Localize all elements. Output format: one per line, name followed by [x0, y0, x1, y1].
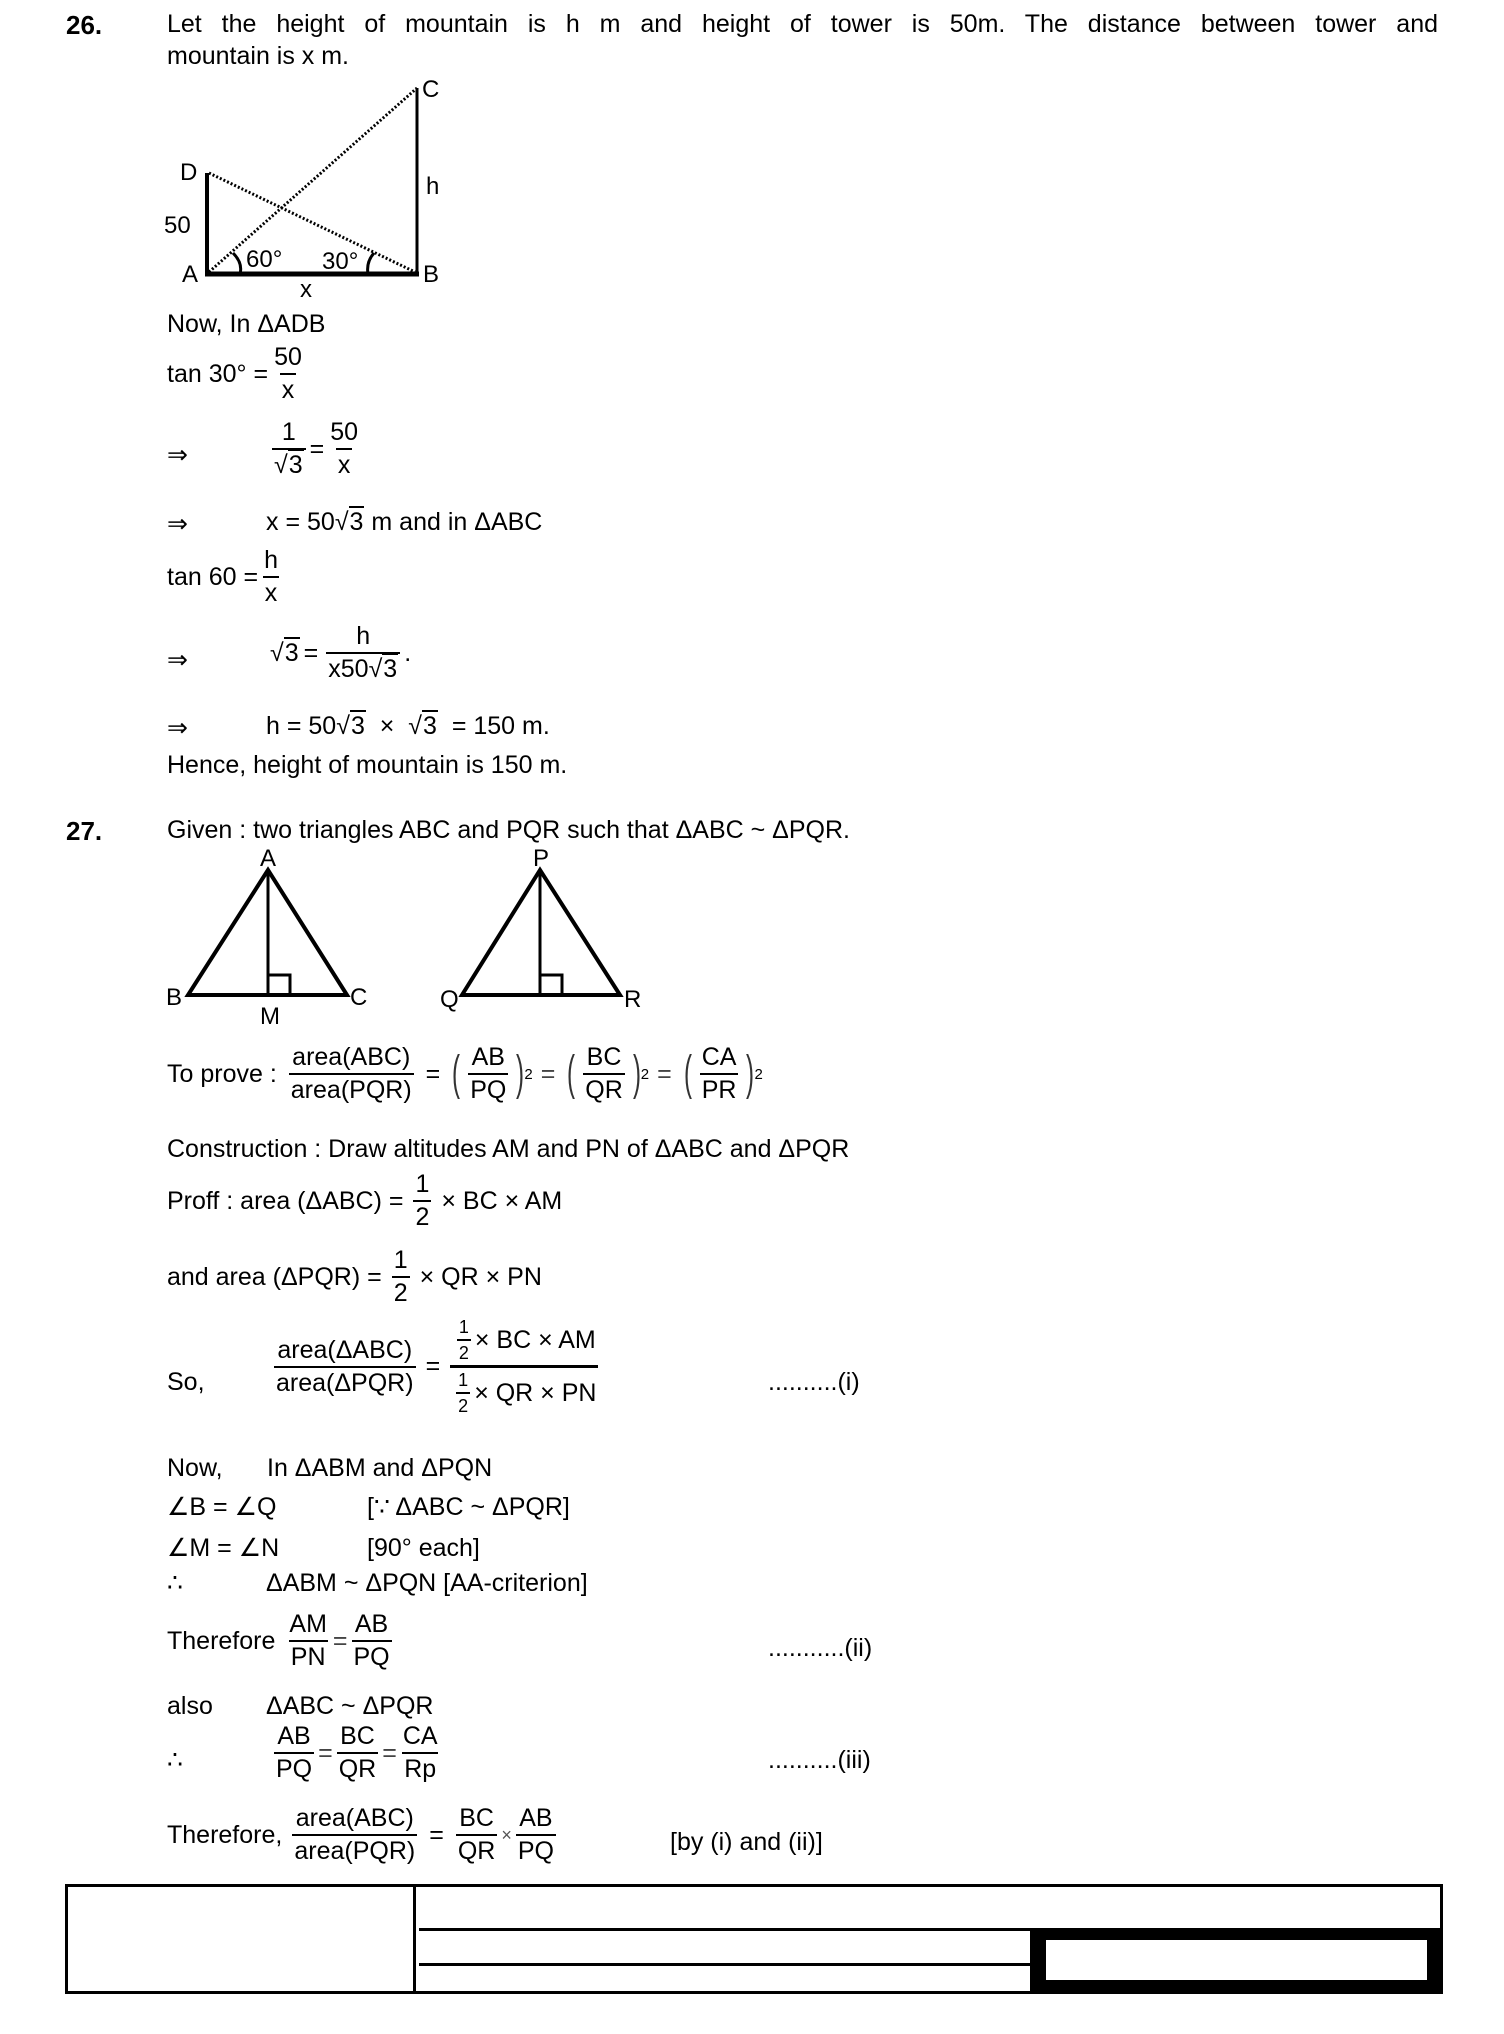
frac-den: 2 — [413, 1200, 431, 1230]
coefficient: 50 — [307, 508, 335, 536]
construction-line: Construction : Draw altitudes AM and PN of ΔABC and ΔPQR — [167, 1135, 850, 1163]
angle-m-eq: ∠M = ∠N — [167, 1534, 280, 1562]
therefore-label: Therefore — [167, 1626, 276, 1655]
exponent: 2 — [754, 1065, 763, 1083]
label-x: x — [300, 276, 312, 303]
angle-b-eq: ∠B = ∠Q — [167, 1493, 277, 1521]
frac-num: 50 — [330, 418, 359, 446]
equals: = — [303, 638, 319, 667]
final-reason: [by (i) and (ii)] — [670, 1828, 823, 1856]
radicand: 3 — [383, 655, 398, 683]
frac-num: 50 — [274, 343, 302, 371]
therefore-label: Therefore, — [167, 1820, 283, 1849]
label-h: h — [426, 173, 440, 200]
frac-den: PN — [289, 1640, 328, 1670]
frac-num: 1 — [458, 1317, 469, 1337]
label-B: B — [423, 261, 440, 288]
label-angle-30: 30° — [322, 248, 359, 275]
label-angle-60: 60° — [246, 246, 283, 273]
label-A: A — [260, 845, 277, 872]
frac-den: 2 — [456, 1392, 470, 1415]
frac-num: BC — [340, 1722, 375, 1750]
den-prefix: x50 — [328, 655, 369, 683]
label-Q: Q — [440, 986, 459, 1013]
equals: = — [318, 1738, 333, 1767]
h-equals: h = — [266, 712, 302, 740]
frac-den: area(PQR) — [292, 1834, 417, 1864]
q26-intro-line2: mountain is x m. — [167, 42, 350, 70]
area-ratio — [292, 1806, 417, 1864]
frac-num: h — [356, 622, 371, 650]
footer-table — [65, 1884, 1443, 1994]
frac-num: 1 — [393, 1246, 408, 1274]
bc-over-qr — [456, 1806, 498, 1864]
frac-num: AB — [354, 1610, 389, 1638]
frac-den: 2 — [392, 1276, 410, 1306]
therefore-symbol: ∴ — [167, 1746, 183, 1774]
label-A: A — [182, 261, 199, 288]
left-paren: ( — [452, 1047, 461, 1100]
radicand: 3 — [350, 712, 365, 740]
equation-ref-ii: ...........(ii) — [768, 1634, 873, 1662]
frac-den: x — [280, 373, 297, 403]
implies-arrow-2: ⇒ — [167, 510, 188, 538]
frac-num: CA — [402, 1722, 438, 1750]
times: × — [501, 1825, 512, 1845]
equation-ref-iii: ..........(iii) — [768, 1746, 871, 1774]
equals: = — [382, 1738, 397, 1767]
am-over-pn — [287, 1612, 329, 1670]
footer-top-cell — [419, 1887, 1440, 1931]
label-C: C — [350, 984, 368, 1011]
label-R: R — [624, 986, 642, 1013]
half — [413, 1172, 431, 1230]
to-prove-label: To prove : — [167, 1059, 277, 1088]
label-P: P — [533, 845, 550, 872]
sqrt-symbol: √3 — [368, 655, 398, 683]
also-label: also — [167, 1692, 213, 1720]
implies-arrow-1: ⇒ — [167, 441, 188, 469]
sqrt-symbol: √3 — [270, 638, 299, 667]
compound-num — [451, 1318, 598, 1365]
side-ratios-eq — [270, 1724, 444, 1782]
frac-num: BC — [459, 1804, 494, 1832]
frac-num: 1 — [415, 1170, 430, 1198]
right-paren: ) — [516, 1047, 525, 1100]
label-tower-height: 50 — [164, 212, 191, 239]
proof-area-abc — [167, 1172, 562, 1230]
now-label: Now, — [167, 1454, 223, 1482]
compound-num-rest: × BC × AM — [474, 1325, 596, 1354]
left-paren: ( — [683, 1047, 692, 1100]
frac-den: x — [263, 576, 280, 606]
frac-den: QR — [583, 1073, 625, 1103]
equals: = — [657, 1059, 672, 1088]
equals: = — [425, 1059, 441, 1088]
ab-over-pq — [274, 1724, 314, 1782]
footer-black-frame — [1030, 1931, 1440, 1991]
x-equals: x = — [266, 508, 301, 536]
sqrt-symbol: √3 — [408, 712, 437, 740]
frac-den: QR — [337, 1752, 379, 1782]
also-text: ΔABC ~ ΔPQR — [266, 1692, 434, 1720]
frac-den: 2 — [457, 1339, 471, 1362]
angle-b-reason: [∵ ΔABC ~ ΔPQR] — [367, 1493, 570, 1521]
q26-intro-line1: Let the height of mountain is h m and height of tower is 50m. The distance between tower and — [167, 10, 1438, 38]
bc-over-qr — [583, 1045, 625, 1103]
step2-rest: m and in ΔABC — [371, 508, 543, 536]
frac-den: Rp — [402, 1752, 438, 1782]
similarity-statement: ΔABM ~ ΔPQN [AA-criterion] — [266, 1569, 588, 1597]
coefficient: 50 — [308, 712, 337, 740]
frac-num: 1 — [281, 418, 296, 446]
sqrt-symbol: √3 — [336, 712, 365, 740]
proof1-lhs: Proff : area (ΔABC) = — [167, 1186, 404, 1215]
frac-den: area(ΔPQR) — [274, 1366, 416, 1396]
now-text: In ΔABM and ΔPQN — [267, 1454, 493, 1482]
frac-den: PQ — [468, 1073, 508, 1103]
therefore-symbol: ∴ — [167, 1569, 183, 1597]
q27-given: Given : two triangles ABC and PQR such that ΔABC ~ ΔPQR. — [167, 816, 850, 844]
equals: = — [332, 1626, 348, 1655]
equals: = — [309, 434, 325, 463]
label-B: B — [166, 984, 183, 1011]
frac-num: CA — [701, 1043, 737, 1071]
frac-num: 1 — [458, 1370, 469, 1390]
area-ratio — [274, 1335, 416, 1397]
implies-arrow-4: ⇒ — [167, 714, 188, 742]
radicand: 3 — [288, 451, 303, 479]
radicand: 3 — [349, 508, 364, 536]
footer-black-frame-inner — [1046, 1940, 1427, 1980]
question-number-26: 26. — [66, 10, 103, 40]
ca-over-rp — [401, 1724, 440, 1782]
implies-arrow-3: ⇒ — [167, 646, 188, 674]
step4-result: = 150 m. — [451, 712, 550, 740]
footer-middle-cell — [419, 1934, 1030, 1966]
sqrt-symbol: √3 — [334, 508, 364, 536]
frac-num: h — [264, 546, 278, 574]
frac-num: AB — [471, 1043, 505, 1071]
right-paren: ) — [746, 1047, 755, 1100]
proof2-lhs: and area (ΔPQR) = — [167, 1262, 382, 1291]
equals: = — [540, 1059, 556, 1088]
compound-den — [450, 1365, 598, 1415]
equals: = — [429, 1820, 444, 1849]
radicand: 3 — [284, 638, 299, 667]
q26-conclusion: Hence, height of mountain is 150 m. — [167, 751, 568, 779]
period: . — [404, 638, 412, 667]
times: × — [379, 712, 395, 740]
frac-den: x — [336, 448, 353, 478]
proof2-rest: × QR × PN — [419, 1262, 542, 1291]
frac-num: area(ABC) — [292, 1043, 411, 1071]
frac-den: PQ — [516, 1834, 556, 1864]
proof1-rest: × BC × AM — [441, 1186, 563, 1215]
proof-area-pqr — [167, 1248, 542, 1306]
half — [456, 1371, 470, 1415]
so-equation — [270, 1318, 602, 1415]
frac-num: BC — [586, 1043, 622, 1071]
equation-ref-i: ..........(i) — [768, 1368, 860, 1396]
compound-den-rest: × QR × PN — [474, 1378, 597, 1407]
frac-den: PR — [700, 1073, 739, 1103]
ab-over-pq — [352, 1612, 392, 1670]
footer-left-cell — [68, 1887, 416, 1991]
question-number-27: 27. — [66, 816, 103, 846]
frac-den: QR — [456, 1834, 498, 1864]
ca-over-pr — [700, 1045, 739, 1103]
sqrt-symbol: √3 — [274, 451, 303, 479]
q26-now-line: Now, In ΔADB — [167, 310, 326, 338]
tan30-lhs: tan 30° = — [167, 359, 269, 388]
final-eq — [167, 1806, 560, 1864]
to-prove-eq — [167, 1045, 763, 1103]
compound-fraction — [450, 1318, 598, 1415]
equals: = — [425, 1352, 441, 1380]
frac-den: PQ — [352, 1640, 392, 1670]
frac-num: area(ΔABC) — [277, 1335, 413, 1364]
frac-den: area(PQR) — [289, 1073, 414, 1103]
left-paren: ( — [567, 1047, 576, 1100]
therefore-ratio-eq — [167, 1612, 396, 1670]
label-C: C — [422, 76, 440, 103]
half — [392, 1248, 410, 1306]
tan60-lhs: tan 60 = — [167, 562, 259, 591]
frac-den: PQ — [274, 1752, 314, 1782]
area-ratio — [289, 1045, 414, 1103]
bc-over-qr — [337, 1724, 379, 1782]
frac-num: AB — [519, 1804, 553, 1832]
half — [457, 1318, 471, 1362]
exponent: 2 — [640, 1065, 650, 1083]
frac-num: AB — [277, 1722, 311, 1750]
frac-num: area(ABC) — [295, 1804, 414, 1832]
angle-m-reason: [90° each] — [367, 1534, 480, 1562]
radicand: 3 — [423, 712, 437, 740]
exponent: 2 — [524, 1065, 533, 1083]
ab-over-pq — [468, 1045, 508, 1103]
so-label: So, — [167, 1368, 205, 1396]
ab-over-pq — [516, 1806, 556, 1864]
frac-num: AM — [289, 1610, 327, 1638]
footer-bottom-cell — [419, 1966, 1030, 1991]
label-D: D — [180, 159, 198, 186]
right-paren: ) — [632, 1047, 641, 1100]
label-M: M — [260, 1003, 280, 1030]
